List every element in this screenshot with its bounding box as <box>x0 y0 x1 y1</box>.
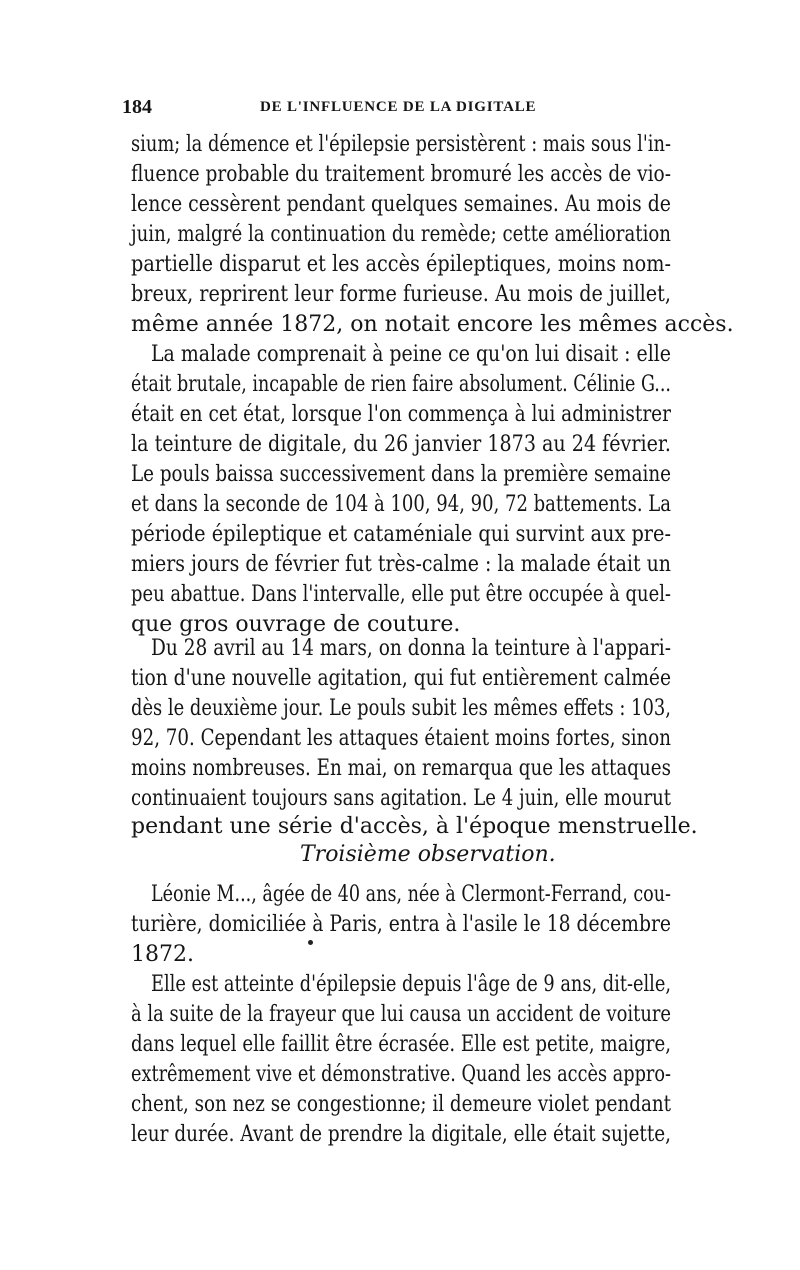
text-line: 1872. <box>131 942 194 967</box>
text-line: Elle est atteinte d'épilepsie depuis l'âge de 9 ans, dit-elle, <box>151 972 671 997</box>
text-line: période épileptique et cataméniale qui survint aux pre- <box>131 522 671 547</box>
text-line: pendant une série d'accès, à l'époque menstruelle. <box>131 814 698 839</box>
text-line: fluence probable du traitement bromuré les accès de vio- <box>131 162 671 187</box>
text-line: peu abattue. Dans l'intervalle, elle put être occupée à quel- <box>131 582 671 607</box>
text-line: tion d'une nouvelle agitation, qui fut entièrement calmée <box>131 666 671 691</box>
text-line: sium; la démence et l'épilepsie persistèrent : mais sous l'in- <box>131 132 671 157</box>
text-line: la teinture de digitale, du 26 janvier 1873 au 24 février. <box>131 432 671 457</box>
text-line: à la suite de la frayeur que lui causa un accident de voiture <box>131 1002 671 1027</box>
text-line: moins nombreuses. En mai, on remarqua que les attaques <box>131 756 671 781</box>
text-line: miers jours de février fut très-calme : la malade était un <box>131 552 671 577</box>
text-line: et dans la seconde de 104 à 100, 94, 90, 72 battements. La <box>131 492 671 517</box>
text-line: était brutale, incapable de rien faire absolument. Célinie G... <box>131 372 671 397</box>
text-line: Du 28 avril au 14 mars, on donna la teinture à l'appari- <box>151 636 671 661</box>
text-line: juin, malgré la continuation du remède; cette amélioration <box>131 222 671 247</box>
text-line: lence cessèrent pendant quelques semaines. Au mois de <box>131 192 671 217</box>
text-line: partielle disparut et les accès épileptiques, moins nom- <box>131 252 671 277</box>
text-line: dans lequel elle faillit être écrasée. Elle est petite, maigre, <box>131 1032 671 1057</box>
text-line: extrêmement vive et démonstrative. Quand les accès appro- <box>131 1062 671 1087</box>
section-title: Troisième observation. <box>300 842 556 867</box>
running-title: DE L'INFLUENCE DE LA DIGITALE <box>260 99 537 115</box>
text-line: breux, reprirent leur forme furieuse. Au mois de juillet, <box>131 282 671 307</box>
text-line: même année 1872, on notait encore les mêmes accès. <box>131 312 734 337</box>
text-line: leur durée. Avant de prendre la digitale, elle était sujette, <box>131 1122 671 1147</box>
text-line: continuaient toujours sans agitation. Le 4 juin, elle mourut <box>131 786 671 811</box>
text-line: chent, son nez se congestionne; il demeure violet pendant <box>131 1092 671 1117</box>
text-line: que gros ouvrage de couture. <box>131 612 461 637</box>
stray-dot-mark <box>308 940 313 945</box>
text-line: turière, domiciliée à Paris, entra à l'asile le 18 décembre <box>131 912 671 937</box>
text-line: La malade comprenait à peine ce qu'on lui disait : elle <box>151 342 671 367</box>
text-line: Léonie M..., âgée de 40 ans, née à Clermont-Ferrand, cou- <box>151 882 671 907</box>
page-header <box>122 96 682 120</box>
page-number: 184 <box>122 96 152 118</box>
text-line: était en cet état, lorsque l'on commença à lui administrer <box>131 402 671 427</box>
text-line: Le pouls baissa successivement dans la première semaine <box>131 462 671 487</box>
text-line: 92, 70. Cependant les attaques étaient moins fortes, sinon <box>131 726 671 751</box>
text-line: dès le deuxième jour. Le pouls subit les mêmes effets : 103, <box>131 696 671 721</box>
